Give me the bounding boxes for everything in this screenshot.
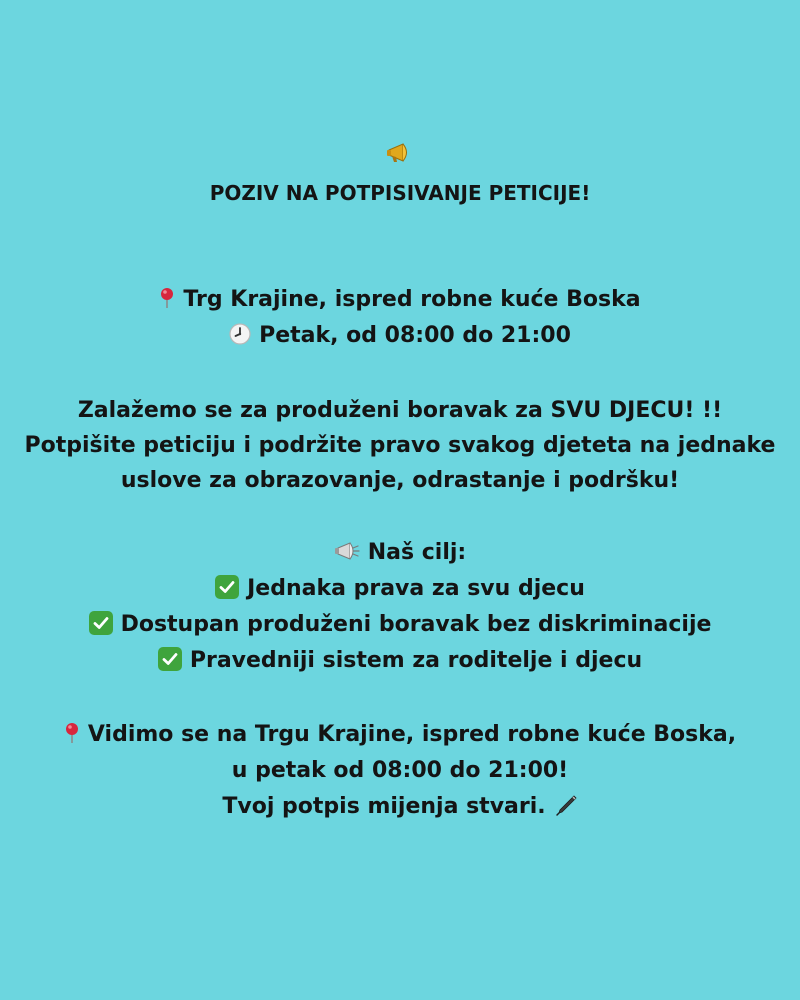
goal-item (0, 646, 800, 676)
closing-line: u petak od 08:00 do 21:00! (231, 758, 569, 783)
goal-item (0, 610, 800, 640)
goal-item-text: Dostupan produženi boravak bez diskriminacije (120, 612, 712, 637)
page-title (0, 179, 800, 207)
goal-item-text: Jednaka prava za svu djecu (247, 576, 585, 601)
loudspeaker-icon (334, 540, 360, 562)
closing-line: Vidimo se na Trgu Krajine, ispred robne kuće Boska, (0, 720, 800, 750)
round-pushpin-icon (159, 287, 175, 309)
goals-heading-text: Naš cilj: (367, 540, 467, 565)
time-text: Petak, od 08:00 do 21:00 (259, 323, 571, 348)
closing-line: Tvoj potpis mijenja stvari. (0, 792, 800, 822)
check-mark-button-icon (215, 575, 239, 599)
event-location (0, 285, 800, 315)
megaphone-icon (386, 141, 414, 165)
appeal-line: Zalažemo se za produženi boravak za SVU DJECU! !! (77, 398, 723, 423)
check-mark-button-icon (89, 611, 113, 635)
pen-icon (554, 793, 578, 817)
round-pushpin-icon (64, 722, 80, 744)
check-mark-button-icon (158, 647, 182, 671)
goal-item-text: Pravedniji sistem za roditelje i djecu (189, 648, 643, 673)
event-time (0, 321, 800, 351)
appeal-line: uslove za obrazovanje, odrastanje i podršku! (120, 468, 680, 493)
location-text: Trg Krajine, ispred robne kuće Boska (183, 287, 641, 312)
appeal-line: Potpišite peticiju i podržite pravo svakog djeteta na jednake (24, 433, 776, 458)
goal-item (0, 574, 800, 604)
megaphone-row (0, 143, 800, 169)
title-text: POZIV NA POTPISIVANJE PETICIJE! (209, 181, 591, 205)
clock-icon (229, 323, 251, 345)
goals-heading (0, 538, 800, 568)
